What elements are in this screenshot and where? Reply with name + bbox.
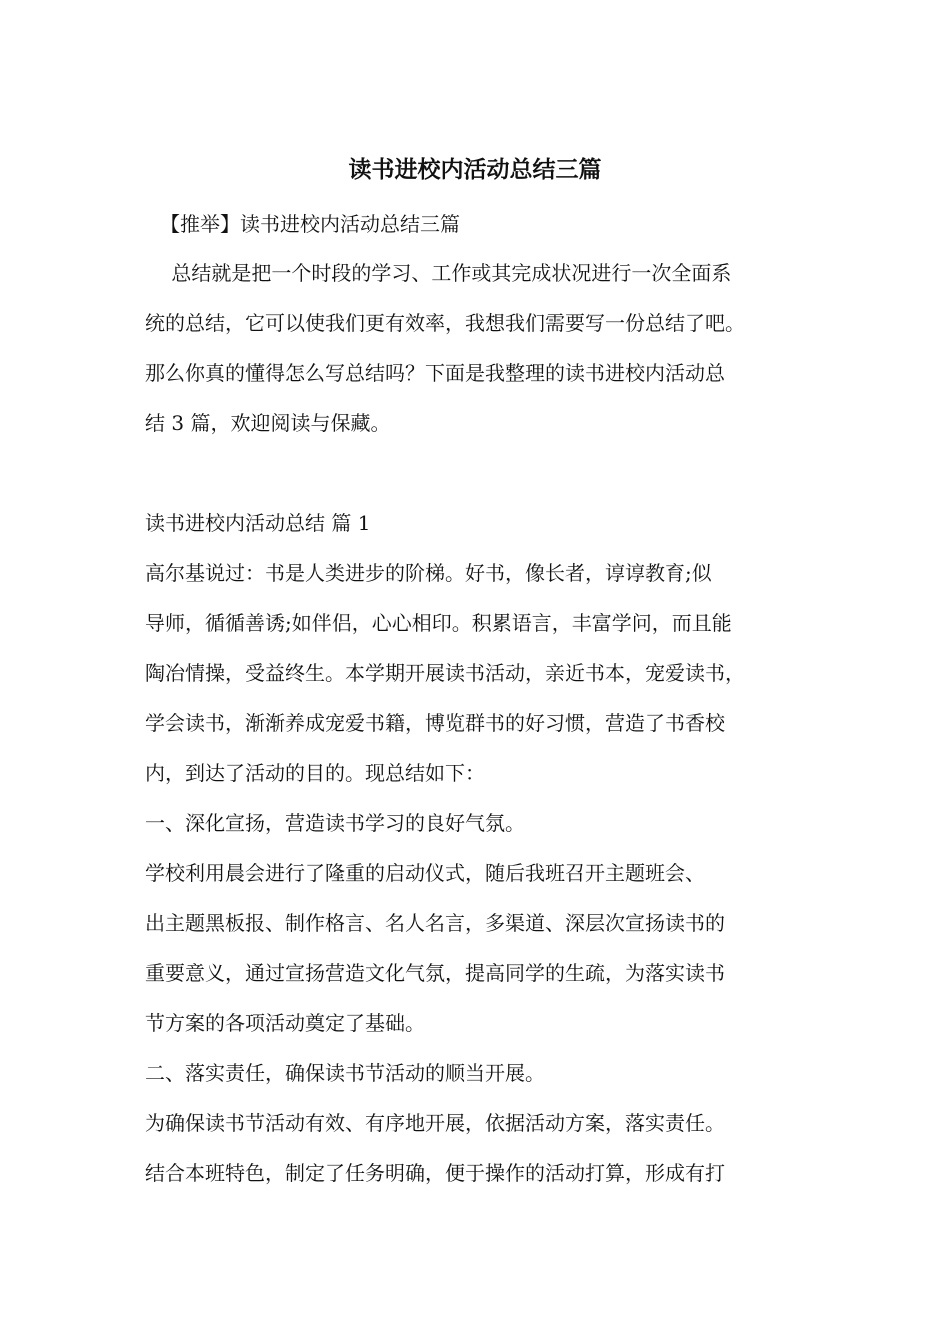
text-line: 结合本班特色，制定了任务明确，便于操作的活动打算，形成有打 <box>145 1161 725 1185</box>
text-line: 重要意义，通过宣扬营造文化气氛，提高同学的生疏，为落实读书 <box>145 961 725 985</box>
text-line: 陶冶情操，受益终生。本学期开展读书活动，亲近书本，宠爱读书， <box>145 661 745 685</box>
text-line: 学会读书，渐渐养成宠爱书籍，博览群书的好习惯，营造了书香校 <box>145 711 725 735</box>
document-subtitle: 【推举】读书进校内活动总结三篇 <box>160 212 460 236</box>
text-line: 导师，循循善诱;如伴侣，心心相印。积累语言，丰富学问，而且能 <box>145 611 732 635</box>
text-line: 那么你真的懂得怎么写总结吗？下面是我整理的读书进校内活动总 <box>145 361 725 385</box>
section-heading: 读书进校内活动总结 篇 1 <box>145 511 371 535</box>
text-line: 出主题黑板报、制作格言、名人名言，多渠道、深层次宣扬读书的 <box>145 911 725 935</box>
text-line: 一、深化宣扬，营造读书学习的良好气氛。 <box>145 811 525 835</box>
text-line: 高尔基说过：书是人类进步的阶梯。好书，像长者，谆谆教育;似 <box>145 561 712 585</box>
text-line: 学校利用晨会进行了隆重的启动仪式，随后我班召开主题班会、 <box>145 861 705 885</box>
text-line: 节方案的各项活动奠定了基础。 <box>145 1011 425 1035</box>
text-line: 二、落实责任，确保读书节活动的顺当开展。 <box>145 1061 545 1085</box>
text-line: 统的总结，它可以使我们更有效率，我想我们需要写一份总结了吧。 <box>145 311 745 335</box>
text-line: 内，到达了活动的目的。现总结如下： <box>145 761 485 785</box>
text-line: 为确保读书节活动有效、有序地开展，依据活动方案，落实责任。 <box>145 1111 725 1135</box>
document-title: 读书进校内活动总结三篇 <box>348 156 602 183</box>
text-line: 总结就是把一个时段的学习、工作或其完成状况进行一次全面系 <box>145 261 732 285</box>
text-line: 结 3 篇，欢迎阅读与保藏。 <box>145 411 391 435</box>
